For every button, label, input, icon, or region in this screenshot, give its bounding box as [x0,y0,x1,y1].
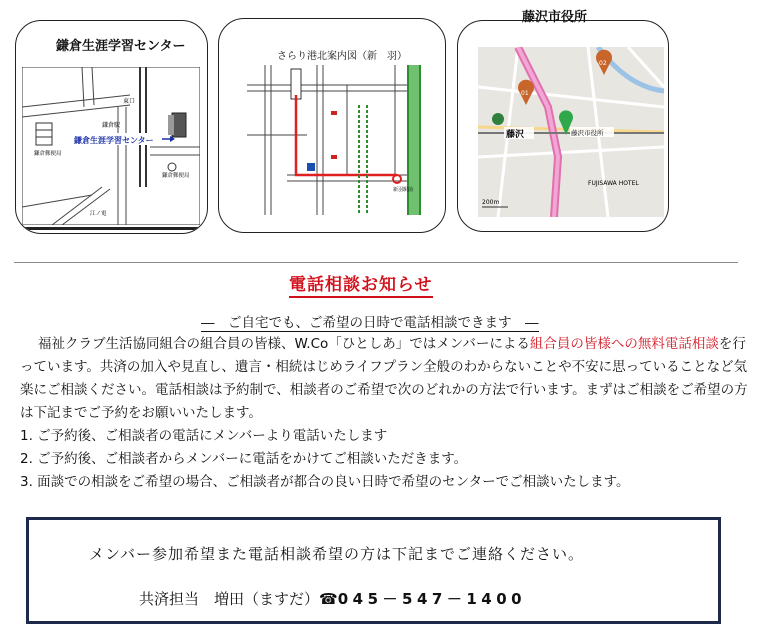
contact-details [139,588,526,609]
contact-instructions: メンバー参加希望また電話相談希望の方は下記までご連絡ください。 [89,545,584,563]
label-shop: 鎌倉郵便局 [34,151,62,157]
label-east-exit: 東口 [122,98,135,105]
contact-box [26,517,721,624]
paragraph-part1: 福祉クラブ生活協同組合の組合員の皆様、W.Co「ひとしあ」ではメンバーによる [38,336,530,352]
map-title-kamakura: 鎌倉生涯学習センター [56,39,186,54]
map-card-fujisawa [457,20,669,232]
notice-item-3: 3. 面談での相談をご希望の場合、ご相談者が都合の良い日時で希望のセンターでご相談いたします。 [20,474,630,490]
map-kamakura-image [22,67,200,225]
contact-person: 共済担当 増田（ますだ） [139,590,320,608]
paragraph-highlight2: 電話相談 [664,336,719,352]
label-fujisawa-station: 藤沢 [506,130,525,140]
notice-subheading: ― ご自宅でも、ご希望の日時で電話相談できます ― [201,311,539,332]
map-shinyoko-image [247,65,433,215]
label-fujisawa-hotel: FUJISAWA HOTEL [588,180,639,187]
label-fujisawa-scale: 200m [482,199,500,206]
label-center: 鎌倉生涯学習センター [74,136,154,145]
map-kamakura-underline [22,227,200,230]
label-station: 鎌倉駅 [101,122,120,129]
phone-icon: ☎ [319,590,338,608]
label-post: 鎌倉郵便局 [162,173,190,179]
paragraph-highlight1: 組合員の皆様への無料 [529,336,665,352]
notice-body [20,333,750,494]
label-bottom: 江ノ電 [90,211,107,217]
map-fujisawa-image [478,47,664,217]
label-shinyoko-small: 新羽駅前 [393,187,414,193]
map-title-shinyoko: さらり港北案内図（新 羽） [277,51,407,62]
map-card-shinyoko [218,18,446,233]
label-fujisawa-cityhall: 藤沢市役所 [571,129,604,137]
notice-item-2: 2. ご予約後、ご相談者からメンバーに電話をかけてご相談いただきます。 [20,451,468,467]
notice-item-1: 1. ご予約後、ご相談者の電話にメンバーより電話いたします [20,428,388,444]
notice-paragraph [20,333,750,425]
contact-phone: 045－547－1400 [337,590,527,608]
paragraph-part2: を行っています。共済の加入や見直し、遺言・相続はじめライフプラン全般のわからないことや不安に思っていることなど気楽にご相談ください。電話相談は予約制で、相談者のご希望で次のどれかの方法で行います。まずはご相談をご希望の方は下記までご予約をお願いいたします。 [20,336,748,421]
label-pin-01: 01 [521,90,529,97]
map-card-kamakura [15,20,208,234]
notice-heading: 電話相談お知らせ [289,270,433,298]
map-title-fujisawa: 藤沢市役所 [522,10,588,25]
section-divider [14,262,738,263]
label-pin-02: 02 [599,60,607,67]
